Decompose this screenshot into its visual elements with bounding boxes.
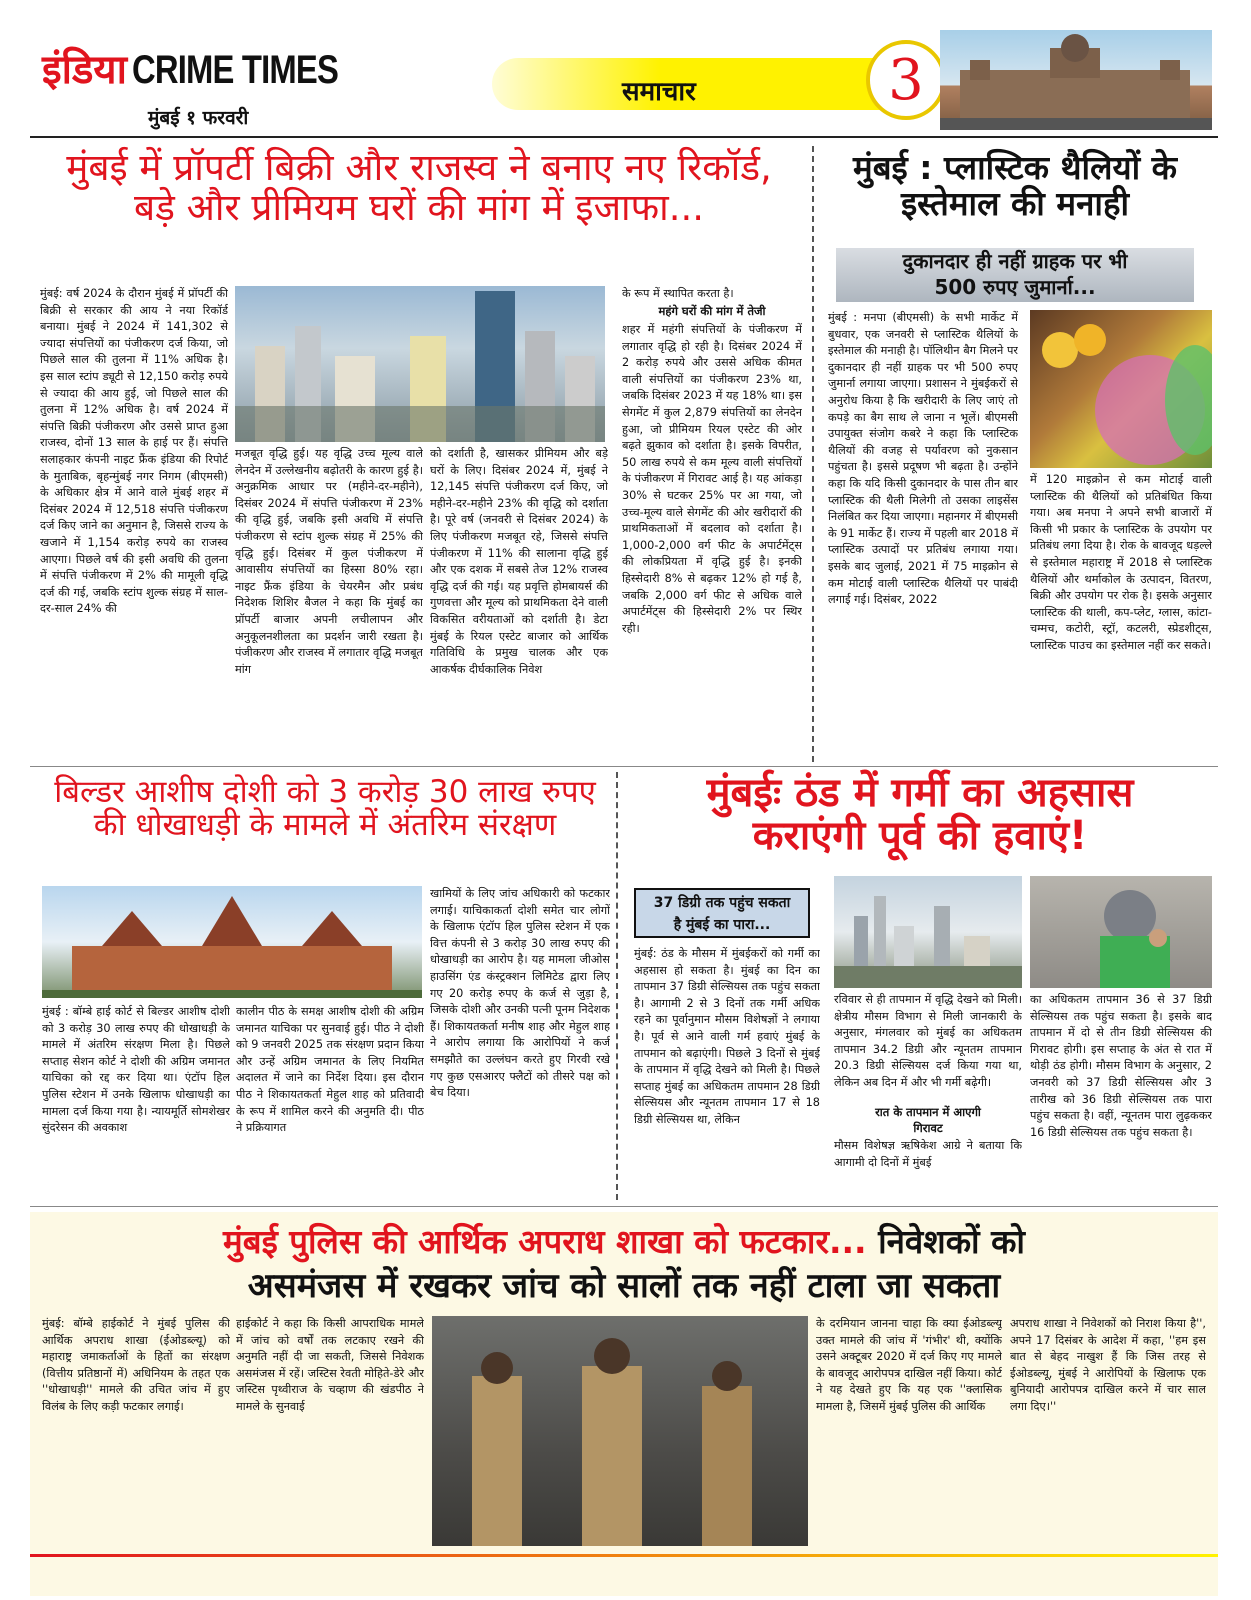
page-number-badge — [866, 40, 946, 120]
story4-col3: का अधिकतम तापमान 36 से 37 डिग्री सेल्सियस तक पहुंच सकता है। इसके बाद तापमान में दो से तीन डिग्री सेल्सियस की गिरावट होगी। इस सप्ताह के अंत से रात में थोड़ी ठंड होगी। मौसम विभाग के अनुसार, 2 जनवरी को 37 डिग्री सेल्सियस और 3 तारीख को 36 डिग्री सेल्सियस तक पारा पहुंच सकता है। वहीं, न्यूनतम पारा लुढ़ककर 16 डिग्री सेल्सियस तक पहुंच सकता है। — [1030, 993, 1212, 1139]
masthead — [0, 0, 1251, 138]
story2-subhead-box — [836, 248, 1194, 302]
divider-horizontal-2 — [30, 1206, 1218, 1207]
skyline-drawing — [235, 286, 605, 442]
story4-col2-subhead-line1: रात के तापमान में आएगी — [875, 1105, 981, 1119]
story1-col4-subhead: महंगे घरों की मांग में तेजी — [658, 304, 766, 318]
story4-col1: मुंबई: ठंड के मौसम में मुंबईकरों को गर्मी का अहसास हो सकता है। मुंबई का दिन का तापमान 37 डिग्री सेल्सियस तक पहुंच सकता है। आगामी 2 से 3 दिनों तक गर्मी अधिक रहने का पूर्वानुमान मौसम विशेषज्ञों ने लगाया है। पूर्व से आने वाली गर्म हवाएं मुंबई के तापमान को बढ़ाएंगी। पिछले 3 दिनों से मुंबई के तापमान में वृद्धि देखने को मिली है। पिछले सप्ताह मुंबई का अधिकतम तापमान 28 डिग्री सेल्सियस और न्यूनतम तापमान 17 से 18 डिग्री सेल्सियस था, लेकिन — [634, 947, 820, 1126]
story4-headline — [622, 772, 1218, 858]
story3-col2: कालीन पीठ के समक्ष आशीष दोशी की अग्रिम जमानत याचिका पर सुनवाई हुई। पीठ ने दोशी को 9 जनवरी 2025 तक संरक्षण प्रदान किया और उन्हें अग्रिम जमानत के लिए नियमित अदालत में जाने का निर्देश दिया। इस दौरान पीठ ने शिकायतकर्ता मेहुल शाह को प्रतिवादी के रूप में शामिल करने की अनुमति दी। पीठ ने प्रक्रियागत — [236, 1005, 424, 1135]
brand-english: CRIME TIMES — [132, 48, 339, 92]
story5-headline-black1: निवेशकों को — [878, 1222, 1025, 1261]
dateline: मुंबई १ फरवरी — [148, 107, 249, 129]
story5-headline-red: मुंबई पुलिस की आर्थिक अपराध शाखा को फटकार... — [223, 1222, 867, 1261]
story4-highlight-box — [634, 888, 810, 938]
story3-headline-line2: की धोखाधड़ी के मामले में अंतरिम संरक्षण — [93, 807, 557, 844]
story3-headline — [30, 776, 620, 843]
story2-headline-line2: इस्तेमाल की मनाही — [900, 184, 1130, 224]
story4-headline-line1: मुंबईः ठंड में गर्मी का अहसास — [706, 770, 1134, 816]
story5-headline — [30, 1220, 1218, 1308]
brand-hindi: इंडिया — [42, 47, 127, 93]
footer-rule — [30, 1554, 1218, 1557]
story4-col2b: मौसम विशेषज्ञ ऋषिकेश आग्रे ने बताया कि आगामी दो दिनों में मुंबई — [834, 1139, 1022, 1169]
mumbai-skyline-photo — [834, 876, 1022, 988]
high-court-photo — [42, 886, 422, 998]
police-drawing — [432, 1316, 808, 1546]
story5-col4: अपराध शाखा ने निवेशकों को निराश किया है'', अपने 17 दिसंबर के आदेश में कहा, ''हम इस बात से बेहद नाखुश हैं कि जिस तरह से ईओडब्ल्यू, मुंबई ने आरोपियों के खिलाफ एक बुनियादी आरोपपत्र दाखिल करने में चार साल लगा दिए।'' — [1010, 1317, 1206, 1413]
story2-headline-line1: मुंबई : प्लास्टिक थैलियों के — [852, 148, 1177, 187]
plastic-bag-drawing — [1030, 310, 1212, 468]
story1-col1: मुंबई: वर्ष 2024 के दौरान मुंबई में प्रॉपर्टी की बिक्री से सरकार की आय ने नया रिकॉर्ड बनाया। मुंबई ने 2024 में 141,302 से ज्यादा संपत्तियों का पंजीकरण दर्ज किया, जो पिछले साल की तुलना में 11% अधिक है। इस साल स्टांप ड्यूटी से 12,150 करोड़ रुपये से ज्यादा की आय हुई, जो पिछले साल की तुलना में 12% अधिक है। वर्ष 2024 में संपत्ति बिक्री पंजीकरण और उससे प्राप्त हुआ राजस्व, दोनों 13 साल के हाई पर हैं। संपत्ति सलाहकार कंपनी नाइट फ्रैंक इंडिया की रिपोर्ट के मुताबिक, बृहन्मुंबई नगर निगम (बीएमसी) के अधिकार क्षेत्र में आने वाले मुंबई शहर में दिसंबर 2024 में 12,518 संपत्ति पंजीकरण दर्ज किए जाने का अनुमान है, जिससे राज्य के खजाने में 1,154 करोड़ रुपये का राजस्व आएगा। पिछले वर्ष की इसी अवधि की तुलना में संपत्ति पंजीकरण में 2% की मामूली वृद्धि दर्ज की गई, जबकि स्टांप शुल्क संग्रह में साल-दर-साल 24% की — [40, 287, 228, 616]
story4-box-line2: है मुंबई का पारा... — [673, 917, 771, 933]
story2-subhead-line1: दुकानदार ही नहीं ग्राहक पर भी — [902, 249, 1128, 273]
story5-col1: मुंबई: बॉम्बे हाईकोर्ट ने मुंबई पुलिस की आर्थिक अपराध शाखा (ईओडब्ल्यू) को महाराष्ट्र जमाकर्ताओं के हितों का संरक्षण (वित्तीय प्रतिष्ठानों में) अधिनियम के तहत एक ''धोखाधड़ी'' मामले की उचित जांच में हुए विलंब के लिए कड़ी फटकार लगाई। — [42, 1317, 230, 1413]
mumbai-skyline-drawing — [834, 876, 1022, 988]
story1-col2: मजबूत वृद्धि हुई। यह वृद्धि उच्च मूल्य वाले लेनदेन में उल्लेखनीय बढ़ोतरी के कारण हुई है। अनुक्रमिक आधार पर (महीने-दर-महीने), दिसंबर 2024 में संपत्ति पंजीकरण में 23% की वृद्धि हुई, जबकि इसी अवधि में संपत्ति पंजीकरण से स्टांप शुल्क संग्रह में 25% की वृद्धि हुई। दिसंबर में कुल पंजीकरण में आवासीय संपत्तियों का हिस्सा 80% रहा। नाइट फ्रैंक इंडिया के चेयरमैन और प्रबंध निदेशक शिशिर बैजल ने कहा कि मुंबई का प्रॉपर्टी बाजार अपनी लचीलापन और अनुकूलनशीलता का प्रदर्शन जारी रखता है। पंजीकरण और राजस्व में लगातार वृद्धि मजबूत मांग — [235, 447, 423, 676]
cst-building-photo — [940, 30, 1212, 130]
woman-heat-photo — [1030, 876, 1212, 988]
police-photo — [432, 1316, 808, 1546]
building-silhouette — [940, 30, 1212, 130]
page-number: 3 — [888, 47, 924, 113]
story1-headline — [30, 148, 808, 228]
story4-headline-line2: कराएंगी पूर्व की हवाएं! — [752, 813, 1088, 860]
section-banner — [492, 58, 912, 110]
story4-col2: रविवार से ही तापमान में वृद्धि देखने को मिली। क्षेत्रीय मौसम विभाग से मिली जानकारी के अनुसार, मंगलवार को मुंबई का अधिकतम तापमान 34.2 डिग्री और न्यूनतम तापमान 20.3 डिग्री सेल्सियस दर्ज किया गया था, लेकिन अब दिन में और भी गर्मी बढ़ेगी। — [834, 993, 1022, 1089]
plastic-bag-photo — [1030, 310, 1212, 468]
story3-headline-line1: बिल्डर आशीष दोशी को 3 करोड़ 30 लाख रुपए — [54, 774, 596, 810]
story1-headline-line1: मुंबई में प्रॉपर्टी बिक्री और राजस्व ने बनाए नए रिकॉर्ड, — [66, 146, 772, 189]
story5-col2: हाईकोर्ट ने कहा कि किसी आपराधिक मामले में जांच को वर्षों तक लटकाए रखने की अनुमति नहीं दी जा सकती, जिससे निवेशक असमंजस में रहें। जस्टिस रेवती मोहिते-डेरे और जस्टिस पृथ्वीराज के चव्हाण की खंडपीठ ने मामले के सुनवाई — [236, 1317, 424, 1413]
court-drawing — [42, 886, 422, 998]
story2-col2: में 120 माइक्रोन से कम मोटाई वाली प्लास्टिक की थैलियों को प्रतिबंधित किया गया। अब मनपा ने अपने सभी बाजारों में किसी भी प्रकार के प्लास्टिक के उपयोग पर प्रतिबंध लगा दिया है। रोक के बावजूद धड़ल्ले से इस्तेमाल महाराष्ट्र में 2018 से प्लास्टिक थैलियों और थर्माकोल के उत्पादन, वितरण, बिक्री और उपयोग पर रोक है। इसके अनुसार प्लास्टिक की थाली, कप-प्लेट, ग्लास, कांटा-चम्मच, कटोरी, स्ट्रॉ, कटलरी, स्प्रेडशीट्स, प्लास्टिक पाउच का इस्तेमाल नहीं कर सकते। — [1030, 473, 1212, 652]
divider-vertical-bottom — [616, 772, 618, 1200]
story2-subhead-line2: 500 रुपए जुमार्ना... — [934, 275, 1096, 299]
story1-skyline-photo — [235, 286, 605, 442]
story1-headline-line2: बड़े और प्रीमियम घरों की मांग में इजाफा... — [133, 185, 704, 229]
divider-horizontal-1 — [30, 766, 1218, 767]
story1-col3: को दर्शाती है, खासकर प्रीमियम और बड़े घरों के लिए। दिसंबर 2024 में, मुंबई ने 12,145 संपत्ति पंजीकरण दर्ज किए, जो महीने-दर-महीने 23% की वृद्धि को दर्शाता है। पूरे वर्ष (जनवरी से दिसंबर 2024) के लिए पंजीकरण मजबूत रहे, जिससे संपत्ति पंजीकरण में 11% की सालाना वृद्धि हुई और एक दशक में सबसे तेज 12% राजस्व वृद्धि दर्ज की गई। यह प्रवृत्ति होमबायर्स की गुणवत्ता और मूल्य को प्राथमिकता देने वाली विकसित वरीयताओं को दर्शाती है। डेटा मुंबई के रियल एस्टेट बाजार को आर्थिक गतिविधि के प्रमुख चालक और एक आकर्षक दीर्घकालिक निवेश — [430, 447, 608, 676]
story2-headline — [818, 150, 1212, 223]
story5-col3: के दरमियान जानना चाहा कि क्या ईओडब्ल्यू उक्त मामले की जांच में 'गंभीर' थी, क्योंकि उसने अक्टूबर 2020 में दर्ज किए गए मामले के बावजूद आरोपपत्र दाखिल नहीं किया। कोर्ट ने यह देखते हुए कि यह एक ''क्लासिक मामला है, जिसमें मुंबई पुलिस की आर्थिक — [816, 1317, 1002, 1413]
section-label: समाचार — [622, 77, 696, 107]
divider-vertical-top — [812, 146, 814, 762]
story4-box-line1: 37 डिग्री तक पहुंच सकता — [653, 895, 791, 911]
story4-col2-subhead-line2: गिरावट — [913, 1121, 943, 1135]
story1-col4: शहर में महंगी संपत्तियों के पंजीकरण में लगातार वृद्धि हो रही है। दिसंबर 2024 में 2 करोड़ रुपये और उससे अधिक कीमत वाली संपत्तियों का पंजीकरण 23% था, जबकि दिसंबर 2023 में यह 18% था। इस सेगमेंट में कुल 2,879 संपत्तियों का लेनदेन हुआ, जो प्रीमियम रियल एस्टेट की ओर बढ़ते झुकाव को दर्शाता है। इसके विपरीत, 50 लाख रुपये से कम मूल्य वाली संपत्तियों के पंजीकरण में गिरावट आई है। यह आंकड़ा 30% से घटकर 25% पर आ गया, जो उच्च-मूल्य वाले सेगमेंट की ओर खरीदारों की प्राथमिकताओं में बदलाव को दर्शाता है। 1,000-2,000 वर्ग फीट के अपार्टमेंट्स की लोकप्रियता में वृद्धि हुई है। इनकी हिस्सेदारी 8% से बढ़कर 12% हो गई है, जबकि 2,000 वर्ग फीट से अधिक वाले अपार्टमेंट्स की हिस्सेदारी 2% पर स्थिर रही। — [622, 323, 802, 635]
story4-col2-subhead — [834, 1104, 1022, 1136]
masthead-rule — [30, 136, 1218, 138]
story3-col3: खामियों के लिए जांच अधिकारी को फटकार लगाई। याचिकाकर्ता दोशी समेत चार लोगों के खिलाफ एंटॉप हिल पुलिस स्टेशन में एक वित्त कंपनी से 3 करोड़ 30 लाख रुपए की धोखाधड़ी का आरोप है। यह मामला जीओस हाउसिंग एंड कंस्ट्रक्शन लिमिटेड द्वारा लिए गए 20 करोड़ रुपए के कर्ज से जुड़ा है, जिसके दोशी और उनकी पत्नी पूनम निदेशक हैं। शिकायतकर्ता मनीष शाह और मेहुल शाह ने आरोप लगाया कि आरोपियों ने कर्ज समझौते का उल्लंघन करते हुए गिरवी रखे गए कुछ एसआरए फ्लैटों को तीसरे पक्ष को बेच दिया। — [430, 887, 610, 1100]
story5-headline-line2: असमंजस में रखकर जांच को सालों तक नहीं टाला जा सकता — [247, 1266, 1001, 1306]
story1-col4-intro: के रूप में स्थापित करता है। — [622, 287, 734, 300]
story2-col1: मुंबई : मनपा (बीएमसी) के सभी मार्केट में बुधवार, एक जनवरी से प्लास्टिक थैलियों के इस्तेमाल की मनाही है। पॉलिथीन बैग मिलने पर दुकानदार ही नहीं ग्राहक पर भी 500 रुपए जुमार्ना लगाया जाएगा। प्रशासन ने मुंबईकरों से अनुरोध किया है कि खरीदारी के लिए जाएं तो कपड़े का बैग साथ ले जाना न भूलें। बीएमसी उपायुक्त संजोग कबरे ने कहा कि प्लास्टिक थैलियों की वजह से पर्यावरण को नुकसान पहुंचता है। इससे प्रदूषण भी बढ़ता है। उन्होंने कहा कि यदि किसी दुकानदार के पास तीन बार प्लास्टिक की थैली मिलेगी तो उसका लाइसेंस निलंबित कर दिया जाएगा। महानगर में बीएमसी के 91 मार्केट हैं। राज्य में पहली बार 2018 में प्लास्टिक उत्पादों पर प्रतिबंध लगाया गया। इसके बाद जुलाई, 2021 में 75 माइक्रोन से कम मोटाई वाली प्लास्टिक थैलियों पर पाबंदी लगाई गई। दिसंबर, 2022 — [828, 311, 1018, 607]
brand-logo — [42, 40, 383, 96]
story3-col1: मुंबई : बॉम्बे हाई कोर्ट से बिल्डर आशीष दोशी को 3 करोड़ 30 लाख रुपए की धोखाधड़ी के मामले में अंतरिम संरक्षण मिला है। पिछले सप्ताह सेशन कोर्ट ने दोशी की अग्रिम जमानत याचिका को रद्द कर दिया था। एंटॉप हिल पुलिस स्टेशन में उनके खिलाफ धोखाधड़ी का मामला दर्ज किया गया है। न्यायमूर्ति सोमशेखर सुंदरेसन की अवकाश — [42, 1005, 230, 1135]
woman-drawing — [1030, 876, 1212, 988]
